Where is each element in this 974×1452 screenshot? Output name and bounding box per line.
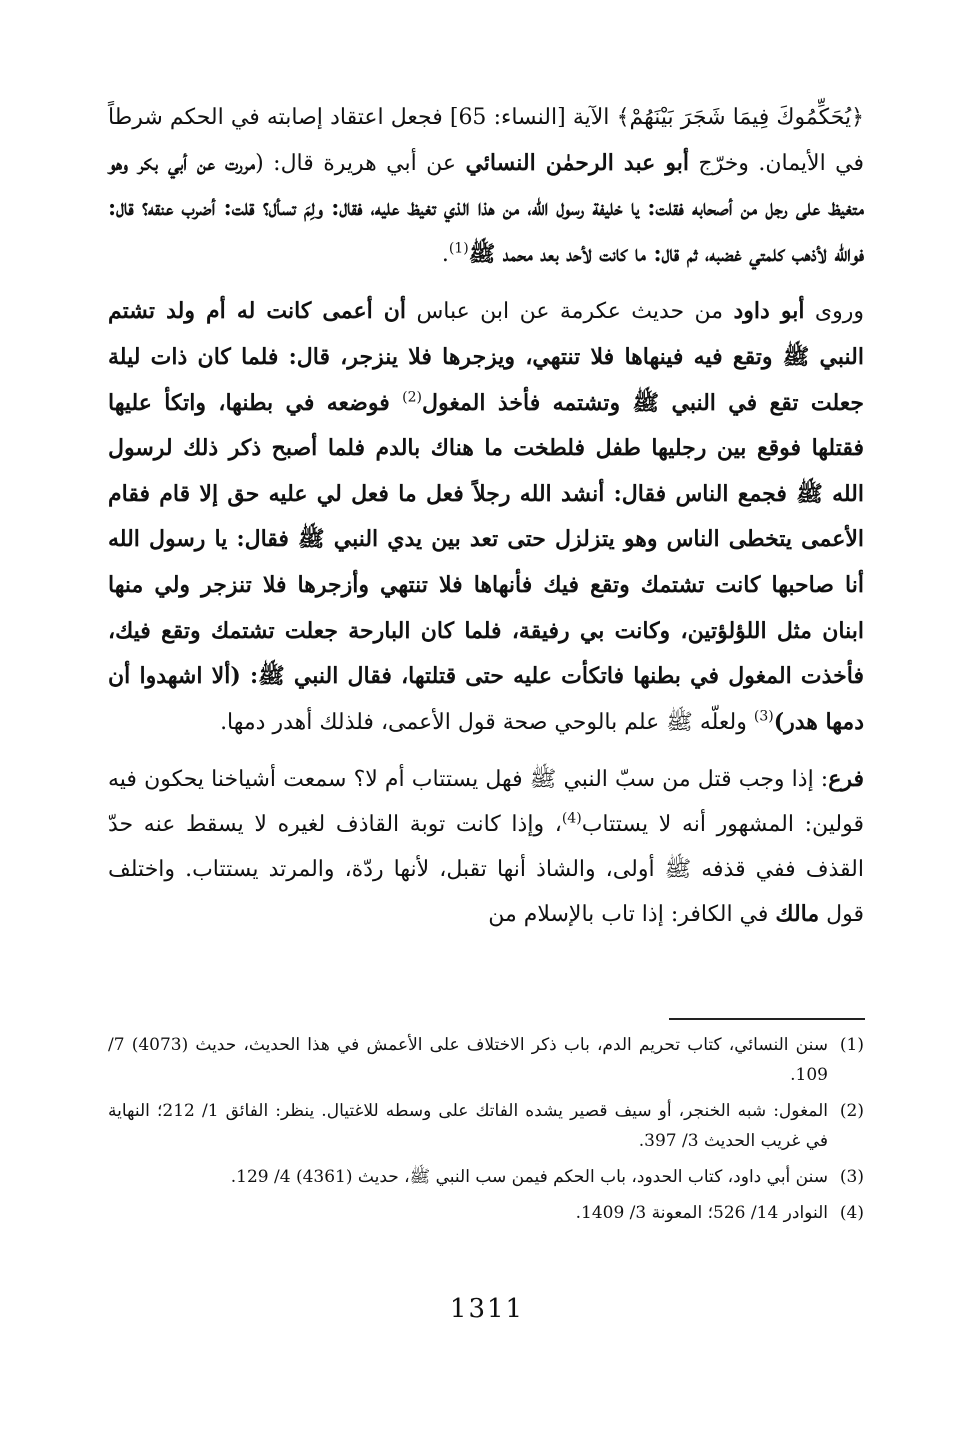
section-label: فرع bbox=[828, 766, 864, 793]
footnote-item bbox=[108, 1198, 864, 1228]
footnote-text: المغول: شبه الخنجر، أو سيف قصير يشده الفاتك على وسطه للاغتيال. ينظر: الفائق 1/ 212؛ النهاية في غريب الحديث 3/ 397. bbox=[108, 1101, 829, 1151]
hadith-text: أصبح ذكر ذلك لرسول الله ﷺ bbox=[108, 435, 864, 507]
page-number: 1311 bbox=[449, 1294, 525, 1324]
text-run: ﴿يُحَكِّمُوكَ فِيمَا شَجَرَ بَيْنَهُمْ﴾ الآية [النساء: 65] فجعل اعتقاد إصابته في الحكم شرطاً في الأيمان. وخرّج bbox=[108, 105, 864, 176]
text-run: : إذا وجب قتل من سبّ النبي ﷺ فهل يستتاب أم لا؟ سمعت أشياخنا يحكون فيه قولين: المشهور أنه لا يستتاب bbox=[108, 767, 864, 837]
footnote-number: (4) bbox=[839, 1203, 864, 1223]
text-run: ، وإذا كانت توبة القاذف لغيره لا يسقط عنه حدّ القذف ففي قذفه ﷺ أولى، والشاذ أنها تقبل، لأنها ردّة، والمرتد يستتاب. واختلف قول bbox=[108, 811, 864, 928]
footnote-separator bbox=[669, 1018, 865, 1020]
text-run: وروى bbox=[804, 299, 864, 325]
footnote-ref-3[interactable]: (3) bbox=[753, 708, 774, 725]
text-run: في الكافر: إذا تاب بالإسلام من bbox=[488, 902, 776, 928]
hadith-text: مررت عن أبي بكر وهو متغيظ على رجل من أصحابه فقلت: يا خليفة رسول الله، من هذا الذي تغيظ عليه، فقال: ولِمَ تسأل؟ قلت: أضرب عنقه؟ قال: فوالله لأذهب كلمتي غضبه، ثم قال: ما كانت لأحد بعد محمد ﷺ bbox=[108, 149, 864, 267]
footnote-ref-2[interactable]: (2) bbox=[402, 389, 422, 406]
text-run: من حديث عكرمة عن ابن عباس bbox=[406, 299, 734, 325]
footnote-item bbox=[108, 1030, 864, 1090]
footnote-text: سنن النسائي، كتاب تحريم الدم، باب ذكر الاختلاف على الأعمش في هذا الحديث، حديث (4073) 7/ 109. bbox=[108, 1035, 828, 1085]
footnote-number: (2) bbox=[839, 1101, 864, 1121]
footnote-item bbox=[108, 1162, 864, 1192]
main-text bbox=[108, 96, 864, 938]
footnote-ref-1[interactable]: (1) bbox=[448, 240, 469, 257]
footnotes bbox=[108, 1030, 864, 1234]
text-run: عن أبي هريرة قال: ( bbox=[255, 150, 466, 176]
narrator-name: أبو داود bbox=[733, 298, 805, 325]
narrator-name: أبو عبد الرحمٰن النسائي bbox=[465, 149, 689, 176]
hadith-text: (ألا اشهدوا أن دمها هدر) bbox=[108, 663, 864, 735]
hadith-text: فجمع الناس فقال: أنشد الله رجلاً فعل ما فعل لي عليه حق إلا قام فقام الأعمى يتخطى الناس وهو يتزلزل حتى تعد بين يدي النبي ﷺ فقال: يا رسول الله أنا صاحبها كانت تشتمك وتقع فيك فأنهاها فلا تنتهي وأزجرها فلا تنزجر ولي منها ابنان مثل اللؤلؤتين، وكانت بي رفيقة، فلما كان البارحة جعلت تشتمك وتقع فيك، فأخذت المغول في بطنها فاتكأت عليه حتى قتلتها، bbox=[108, 480, 865, 690]
hadith-text: أن أعمى كانت له أم ولد تشتم النبي ﷺ وتقع فيه فينهاها فلا تنتهي، ويزجرها فلا ينزجر، قال: فلما كان ذات ليلة جعلت تقع في النبي ﷺ وتشتمه فأخذ المغول bbox=[108, 298, 864, 416]
footnote-item bbox=[108, 1096, 864, 1156]
text-run: . bbox=[441, 241, 449, 267]
footnote-text: سنن أبي داود، كتاب الحدود، باب الحكم فيمن سب النبي ﷺ، حديث (4361) 4/ 129. bbox=[230, 1167, 828, 1187]
hadith-text: فوضعه في بطنها، واتكأ عليها فقتلها فوقع بين رجليها طفل فلطخت ما هناك بالدم فلما bbox=[108, 389, 864, 462]
footnote-number: (1) bbox=[839, 1035, 864, 1055]
footnote-text: النوادر 14/ 526؛ المعونة 3/ 1409. bbox=[575, 1203, 828, 1223]
hadith-text: فقال النبي ﷺ: bbox=[240, 663, 392, 690]
paragraph-3 bbox=[108, 757, 864, 937]
footnote-ref-4[interactable]: (4) bbox=[561, 810, 582, 827]
text-run: ولعلّه ﷺ علم بالوحي صحة قول الأعمى، فلذلك أهدر دمها. bbox=[220, 709, 754, 735]
paragraph-2 bbox=[108, 289, 864, 745]
paragraph-1 bbox=[108, 96, 864, 277]
footnote-number: (3) bbox=[839, 1167, 864, 1187]
scholar-name: مالك bbox=[775, 901, 820, 928]
